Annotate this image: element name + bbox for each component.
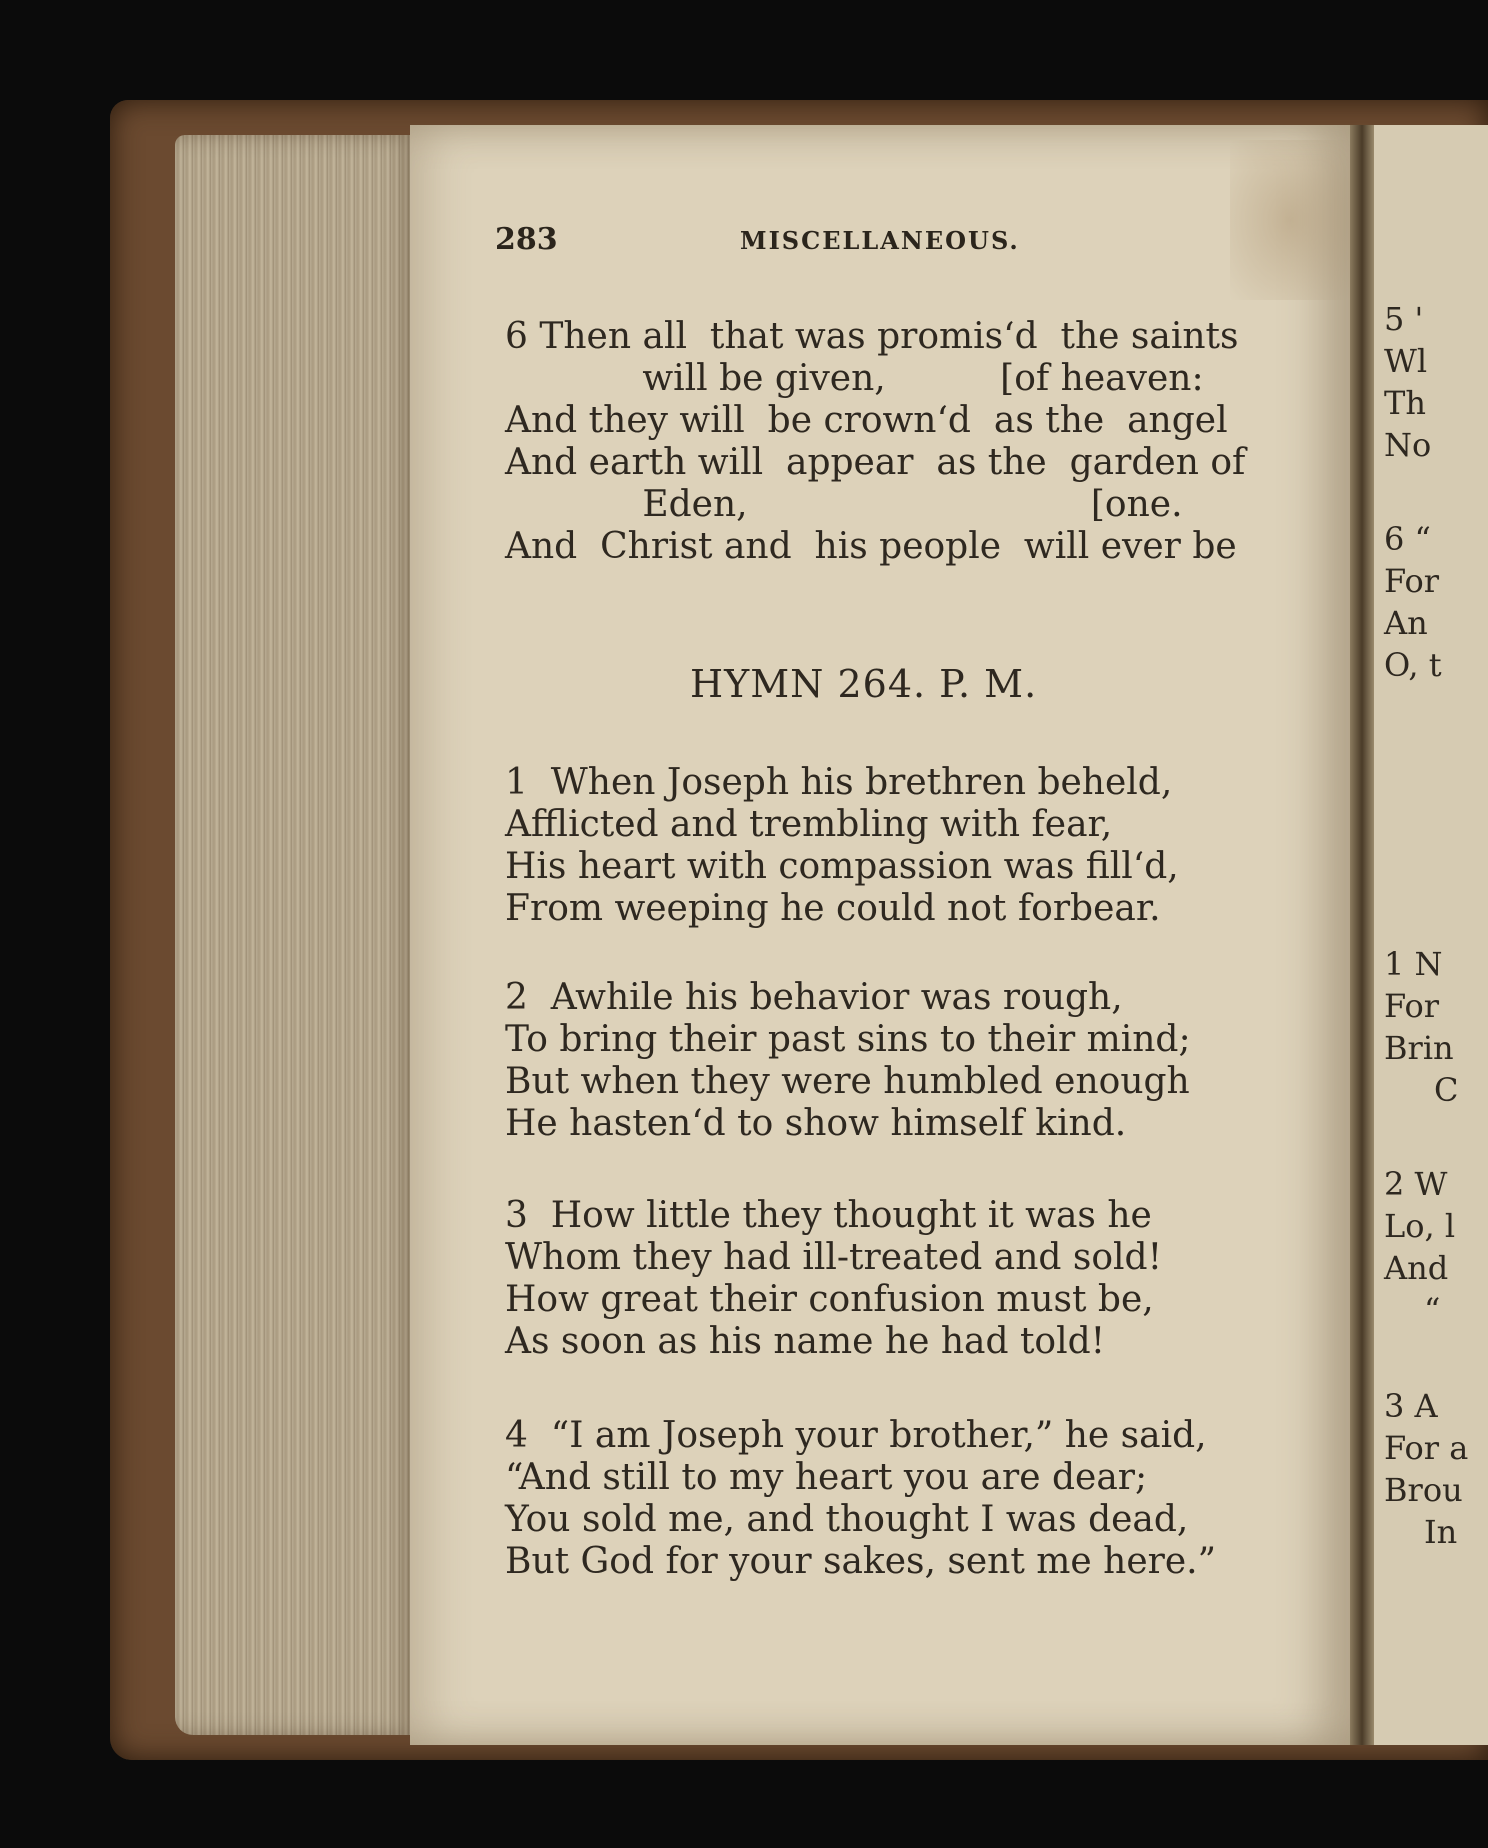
- stanza-line: He hasten‘d to show himself kind.: [505, 1103, 1127, 1144]
- stanza-line: Eden, [one.: [505, 484, 1183, 525]
- stanza-line: And they will be crown‘d as the angel: [505, 400, 1228, 441]
- fragment-line: For: [1384, 562, 1440, 600]
- stanza-line: 6 Then all that was promis‘d the saints: [505, 316, 1239, 357]
- fragment-line: Brin: [1384, 1029, 1454, 1067]
- fragment-line: 5 ': [1384, 300, 1424, 338]
- fragment-line: For: [1384, 987, 1440, 1025]
- stanza-line: As soon as his name he had told!: [505, 1321, 1106, 1362]
- fragment-line: An: [1384, 604, 1428, 642]
- stanza-line: His heart with compassion was fill‘d,: [505, 846, 1179, 887]
- section-title: MISCELLANEOUS.: [740, 226, 1020, 255]
- fragment-line: “: [1424, 1291, 1441, 1329]
- stanza-line: To bring their past sins to their mind;: [505, 1019, 1191, 1060]
- stanza-line: And earth will appear as the garden of: [505, 442, 1246, 483]
- stanza-line: Whom they had ill-treated and sold!: [505, 1237, 1163, 1278]
- stanza-line: Afflicted and trembling with fear,: [505, 804, 1113, 845]
- stanza-line: From weeping he could not forbear.: [505, 888, 1161, 929]
- fragment-line: C: [1434, 1071, 1459, 1109]
- fragment-line: And: [1384, 1249, 1449, 1287]
- page-number: 283: [495, 222, 558, 257]
- fragment-line: Brou: [1384, 1471, 1463, 1509]
- book-gutter: [1350, 125, 1374, 1745]
- stanza-line: But when they were humbled enough: [505, 1061, 1190, 1102]
- water-stain: [1230, 140, 1350, 300]
- stanza-line: 4 “I am Joseph your brother,” he said,: [505, 1415, 1207, 1456]
- running-head: [495, 222, 1055, 262]
- hymn-stanza-4: [505, 1415, 1265, 1583]
- fragment-line: 6 “: [1384, 520, 1431, 558]
- fragment-line: 1 N: [1384, 945, 1443, 983]
- hymn-stanza-3: [505, 1195, 1265, 1363]
- right-page-fragment: [1374, 125, 1488, 1745]
- stanza-line: 1 When Joseph his brethren beheld,: [505, 762, 1173, 803]
- fragment-line: Wl: [1384, 342, 1428, 380]
- fragment-line: 3 A: [1384, 1387, 1438, 1425]
- hymn-stanza-1: [505, 762, 1265, 930]
- page-edges: [175, 135, 415, 1735]
- fragment-line: No: [1384, 426, 1432, 464]
- previous-stanza: [505, 316, 1265, 568]
- fragment-line: For a: [1384, 1429, 1469, 1467]
- stanza-line: 2 Awhile his behavior was rough,: [505, 977, 1123, 1018]
- stanza-line: And Christ and his people will ever be: [505, 526, 1237, 567]
- hymn-stanza-2: [505, 977, 1265, 1145]
- stanza-line: will be given, [of heaven:: [505, 358, 1204, 399]
- fragment-line: Lo, l: [1384, 1207, 1456, 1245]
- fragment-line: In: [1424, 1513, 1458, 1551]
- stanza-line: But God for your sakes, sent me here.”: [505, 1541, 1216, 1582]
- stanza-line: You sold me, and thought I was dead,: [505, 1499, 1189, 1540]
- fragment-line: Th: [1384, 384, 1426, 422]
- hymn-title: HYMN 264. P. M.: [690, 662, 1038, 706]
- fragment-line: O, t: [1384, 646, 1442, 684]
- stanza-line: 3 How little they thought it was he: [505, 1195, 1152, 1236]
- fragment-line: 2 W: [1384, 1165, 1448, 1203]
- stanza-line: How great their confusion must be,: [505, 1279, 1154, 1320]
- stanza-line: “And still to my heart you are dear;: [505, 1457, 1148, 1498]
